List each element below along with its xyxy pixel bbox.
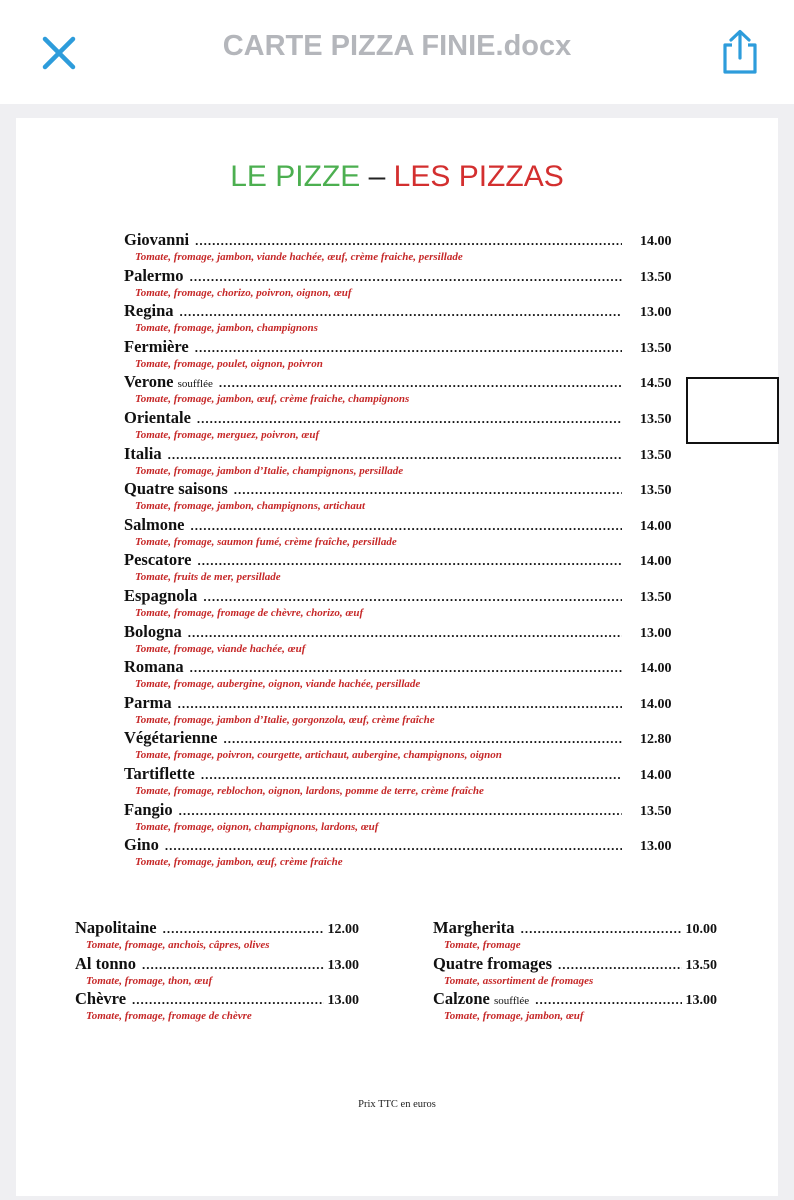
pizza-item [433,954,717,990]
pizza-item-row [124,728,684,748]
pizza-ingredients: Tomate, assortiment de fromages [444,974,594,987]
pizza-item-row [75,918,359,938]
pizza-item [124,372,684,408]
dot-leader [195,340,622,356]
pizza-item [124,728,684,764]
pizza-item-row [75,989,359,1009]
dot-leader [168,447,622,463]
pizza-price: 12.80 [640,732,672,748]
pizza-item [124,550,684,586]
dot-leader [234,482,622,498]
pizza-item-row [124,835,684,855]
pizza-item-row [124,372,684,392]
pizza-item [124,657,684,693]
pizza-name: Quatre fromages [433,953,552,973]
pizza-ingredients: Tomate, fromage, jambon d’Italie, gorgonzola, œuf, crème fraîche [135,713,435,726]
dot-leader [179,803,622,819]
pizza-item [124,337,684,373]
pizza-name-group [75,918,157,938]
pizza-name-group [124,408,191,428]
pizza-item [124,515,684,551]
dot-leader [201,767,622,783]
pizza-ingredients: Tomate, fromage, thon, œuf [86,974,213,987]
pizza-name: Espagnola [124,585,198,605]
pizza-price: 13.00 [640,305,672,321]
pizza-name: Al tonno [75,953,136,973]
pizza-price: 13.00 [685,993,717,1008]
pizza-ingredients: Tomate, fromage, jambon, œuf, crème fraîche [135,856,343,869]
pizza-ingredients: Tomate, fromage, aubergine, oignon, viande hachée, persillade [135,678,421,691]
pizza-item-row [124,586,684,606]
pizza-name-group [124,230,189,250]
pizza-item-row [124,622,684,642]
pizza-item [433,989,717,1025]
pizza-price: 13.00 [327,957,359,973]
document-page [16,118,778,1196]
pizza-name: Palermo [124,265,184,285]
pizza-name: Calzone [433,989,490,1008]
pizza-item [433,918,717,954]
pizza-item-row [433,954,717,974]
pizza-ingredients: Tomate, fromage, viande hachée, œuf [135,642,306,655]
dot-leader [190,660,622,676]
pizza-price: 13.50 [685,957,717,973]
dot-leader [195,233,622,249]
pizza-name: Giovanni [124,230,190,249]
pizza-item-row [433,918,717,938]
pizza-name: Quatre saisons [124,479,228,499]
dot-leader [188,625,622,641]
pizza-ingredients: Tomate, fromage, jambon, champignons [135,322,318,335]
pizza-name: Regina [124,301,174,321]
pizza-price: 14.00 [640,696,672,712]
pizza-name-group [124,444,162,464]
pizza-price: 14.00 [640,518,672,534]
pizza-item-row [124,764,684,784]
pizza-price: 13.50 [640,483,672,499]
pizza-ingredients: Tomate, fromage, reblochon, oignon, lardons, pomme de terre, crème fraîche [135,784,484,797]
pizza-item-row [124,301,684,321]
dot-leader [219,375,622,391]
pizza-item-row [124,444,684,464]
pizza-name: Gino [124,835,159,855]
pizza-item [124,764,684,800]
pizza-item-row [124,693,684,713]
pizza-name-group [75,954,136,974]
pizza-name-group [124,835,159,855]
pizza-item [124,693,684,729]
pizza-name: Napolitaine [75,918,157,937]
document-title: CARTE PIZZA FINIE.docx [222,30,572,62]
pizza-item-row [75,954,359,974]
menu-heading [16,159,778,195]
pizza-ingredients: Tomate, fromage, anchois, câpres, olives [86,939,270,951]
pizza-ingredients: Tomate, fromage, poivron, courgette, artichaut, aubergine, champignons, oignon [135,749,502,762]
dot-leader [190,269,622,285]
pizza-item-row [124,479,684,499]
heading-french: LES PIZZAS [393,160,564,193]
pizza-name-group [124,764,195,784]
pizza-name-group [124,515,185,535]
pizza-name-group [433,918,515,938]
dot-leader [163,921,324,937]
pizza-item-row [124,230,684,250]
pizza-ingredients: Tomate, fromage, jambon d’Italie, champignons, persillade [135,464,404,477]
pizza-item [124,408,684,444]
pizza-name: Chèvre [75,989,127,1008]
pizza-item-row [124,657,684,677]
pizza-name-group [124,657,184,677]
dot-leader [558,957,682,973]
share-button[interactable] [718,28,762,76]
pizza-item-row [124,800,684,820]
pizza-list [124,230,684,871]
pizza-price: 10.00 [685,922,717,937]
pizza-name-suffix: soufflée [493,995,530,1007]
dot-leader [178,696,622,712]
pizza-name: Orientale [124,407,191,427]
dot-leader [180,304,623,320]
dot-leader [165,838,622,854]
price-note: Prix TTC en euros [358,1099,436,1110]
pizza-item-row [433,989,717,1009]
dot-leader [223,731,622,747]
pizza-item-row [124,550,684,570]
pizza-list-right-column [433,918,717,1025]
pizza-price: 14.50 [640,376,672,392]
pizza-name: Végétarienne [124,728,218,748]
pizza-item-row [124,408,684,428]
empty-rectangle-box [686,377,779,444]
pizza-item [124,622,684,658]
pizza-price: 13.50 [640,589,672,605]
pizza-name: Italia [124,443,162,463]
pizza-name: Romana [124,657,184,677]
pizza-ingredients: Tomate, fromage [444,939,521,951]
pizza-item [124,835,684,871]
pizza-ingredients: Tomate, fromage, jambon, viande hachée, œuf, crème fraiche, persillade [135,251,463,263]
pizza-ingredients: Tomate, fromage, merguez, poivron, œuf [135,428,320,441]
dot-leader [197,411,622,427]
pizza-name-group [124,301,174,321]
share-icon [718,28,762,76]
pizza-name-suffix: soufflée [177,378,213,391]
dot-leader [191,518,622,534]
pizza-ingredients: Tomate, fromage, oignon, champignons, lardons, œuf [135,820,379,833]
pizza-ingredients: Tomate, fromage, poulet, oignon, poivron [135,357,323,370]
pizza-item-row [124,515,684,535]
heading-separator: – [368,160,386,193]
pizza-item [124,586,684,622]
dot-leader [142,957,324,973]
dot-leader [521,921,682,937]
pizza-price: 13.00 [327,993,359,1008]
pizza-item-row [124,266,684,286]
pizza-price: 13.50 [640,803,672,819]
pizza-name: Verone [124,372,174,392]
close-button[interactable] [38,32,80,74]
pizza-name-group [124,800,173,820]
pizza-price: 13.00 [640,625,672,641]
pizza-name-group [124,586,197,606]
pizza-ingredients: Tomate, fruits de mer, persillade [135,571,281,584]
pizza-ingredients: Tomate, fromage, fromage de chèvre, chorizo, œuf [135,606,364,619]
pizza-name-group [124,728,217,748]
pizza-name-group [124,479,228,499]
pizza-name: Tartiflette [124,763,195,783]
pizza-name: Salmone [124,514,185,534]
pizza-item [124,301,684,337]
pizza-item [124,266,684,302]
pizza-ingredients: Tomate, fromage, chorizo, poivron, oignon, œuf [135,286,352,299]
pizza-list-left-column [75,918,359,1025]
pizza-item [124,479,684,515]
pizza-item-row [124,337,684,357]
pizza-item [124,800,684,836]
pizza-name: Margherita [433,918,515,937]
pizza-item [75,918,359,954]
pizza-price: 14.00 [640,234,672,249]
pizza-name-group [124,337,189,357]
pizza-name-group [124,266,184,286]
pizza-item [124,444,684,480]
pizza-name: Pescatore [124,550,192,570]
heading-italian: LE PIZZE [230,160,361,193]
pizza-item [75,989,359,1025]
pizza-name-group [124,622,182,642]
pizza-name-group [433,954,552,974]
pizza-price: 13.00 [640,839,672,855]
pizza-price: 13.50 [640,411,672,427]
pizza-item [75,954,359,990]
pizza-name: Fermière [124,336,189,356]
pizza-name: Bologna [124,621,182,641]
pizza-price: 14.00 [640,661,672,677]
pizza-ingredients: Tomate, fromage, jambon, œuf, crème fraiche, champignons [135,393,410,406]
pizza-price: 14.00 [640,554,672,570]
pizza-name-group [433,989,529,1009]
top-app-bar [0,0,794,104]
dot-leader [132,992,323,1008]
pizza-price: 13.50 [640,269,672,285]
dot-leader [203,589,622,605]
pizza-name: Fangio [124,799,173,819]
pizza-ingredients: Tomate, fromage, jambon, œuf [444,1010,584,1022]
close-icon [38,32,80,74]
pizza-name-group [75,989,126,1009]
pizza-name: Parma [124,692,172,712]
pizza-name-group [124,550,192,570]
pizza-ingredients: Tomate, fromage, fromage de chèvre [86,1010,252,1022]
pizza-name-group [124,372,213,392]
pizza-price: 14.00 [640,767,672,783]
pizza-ingredients: Tomate, fromage, saumon fumé, crème fraîche, persillade [135,535,397,548]
dot-leader [535,992,681,1008]
pizza-price: 13.50 [640,447,672,463]
dot-leader [198,553,623,569]
pizza-name-group [124,693,172,713]
pizza-price: 13.50 [640,340,672,356]
pizza-item [124,230,684,266]
pizza-ingredients: Tomate, fromage, jambon, champignons, artichaut [135,500,366,513]
pizza-price: 12.00 [327,922,359,937]
